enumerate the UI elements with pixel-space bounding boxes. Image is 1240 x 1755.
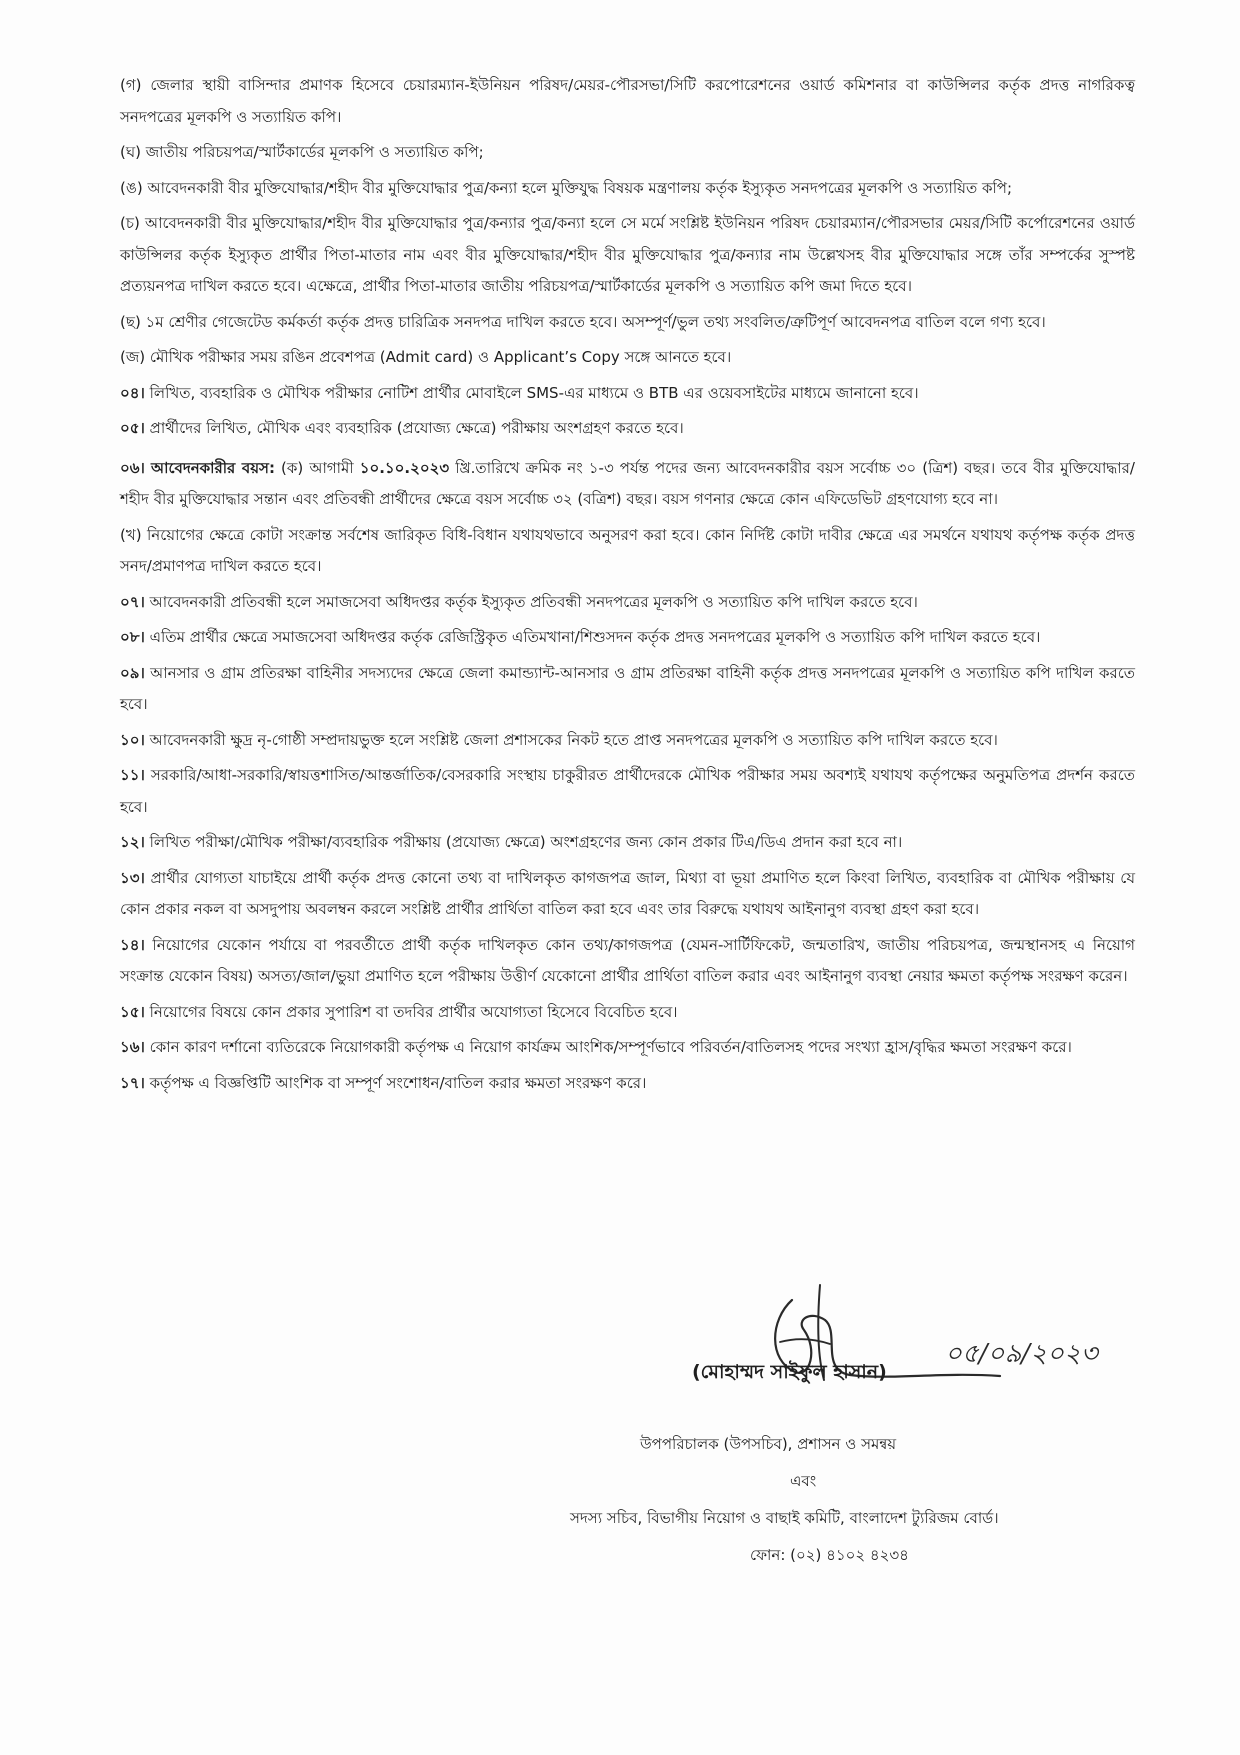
item-11 xyxy=(120,760,1135,823)
item-text: নিয়োগের যেকোন পর্যায়ে বা পরবর্তীতে প্রার্থী কর্তৃক দাখিলকৃত কোন তথ্য/কাগজপত্র (যেমন-সার্টিফিকেট, জন্মতারিখ, জাতীয় পরিচয়পত্র, জন্মস্থানসহ এ নিয়োগ সংক্রান্ত যেকোন বিষয়) অসত্য/জাল/ভুয়া প্রমাণিত হলে পরীক্ষায় উত্তীর্ণ যেকোনো প্রার্থীর প্রার্থিতা বাতিল করার এবং আইনানুগ ব্যবস্থা নেয়ার ক্ষমতা কর্তৃপক্ষ সংরক্ষণ করেন। xyxy=(120,935,1135,985)
clause-ga: (গ) জেলার স্থায়ী বাসিন্দার প্রমাণক হিসেবে চেয়ারম্যান-ইউনিয়ন পরিষদ/মেয়র-পৌরসভা/সিটি করপোরেশনের ওয়ার্ড কমিশনার বা কাউন্সিলর কর্তৃক প্রদত্ত নাগরিকত্ব সনদপত্রের মূলকপি ও সত্যায়িত কপি। xyxy=(120,76,1135,126)
signatory-role: সদস্য সচিব, বিভাগীয় নিয়োগ ও বাছাই কমিটি, বাংলাদেশ ট্যুরিজম বোর্ড। xyxy=(570,1509,999,1527)
clause-gha: (ঘ) জাতীয় পরিচয়পত্র/স্মার্টকার্ডের মূলকপি ও সত্যায়িত কপি; xyxy=(120,143,484,161)
item-number: ১১। xyxy=(120,766,145,784)
item-text: কোন কারণ দর্শানো ব্যতিরেকে নিয়োগকারী কর্তৃপক্ষ এ নিয়োগ কার্যক্রম আংশিক/সম্পূর্ণভাবে পরিবর্তন/বাতিলসহ পদের সংখ্যা হ্রাস/বৃদ্ধির ক্ষমতা সংরক্ষণ করে। xyxy=(149,1038,1072,1056)
item-number: ১০। xyxy=(120,730,145,749)
item-text: সরকারি/আধা-সরকারি/স্বায়ত্তশাসিত/আন্তর্জাতিক/বেসরকারি সংস্থায় চাকুরীরত প্রার্থীদেরকে মৌখিক পরীক্ষার সময় অবশ্যই যথাযথ কর্তৃপক্ষের অনুমতিপত্র প্রদর্শন করতে হবে। xyxy=(120,766,1135,816)
item-text: আনসার ও গ্রাম প্রতিরক্ষা বাহিনীর সদস্যদের ক্ষেত্রে জেলা কমান্ড্যান্ট-আনসার ও গ্রাম প্রতিরক্ষা বাহিনী কর্তৃক প্রদত্ত সনদপত্রের মূলকপি ও সত্যায়িত কপি দাখিল করতে হবে। xyxy=(120,663,1135,713)
age-text-a1: (ক) আগামী xyxy=(281,458,354,477)
item-number: ০৯। xyxy=(120,663,145,682)
item-number: ১৫। xyxy=(120,1002,145,1021)
contact-phone: ফোন: (০২) ৪১০২ ৪২৩৪ xyxy=(750,1546,909,1564)
clause-uma: (ঙ) আবেদনকারী বীর মুক্তিযোদ্ধার/শহীদ বীর মুক্তিযোদ্ধার পুত্র/কন্যা হলে মুক্তিযুদ্ধ বিষয়ক মন্ত্রণালয় কর্তৃক ইস্যুকৃত সনদপত্রের মূলকপি ও সত্যায়িত কপি; xyxy=(120,178,1013,197)
conjunction-text: এবং xyxy=(790,1472,817,1490)
item-number: ০৭। xyxy=(120,592,145,611)
item-07 xyxy=(120,587,1135,619)
signatory-designation: উপপরিচালক (উপসচিব), প্রশাসন ও সমন্বয় xyxy=(640,1435,897,1453)
item-15 xyxy=(120,997,1135,1029)
age-heading: আবেদনকারীর বয়স: xyxy=(150,458,275,477)
signature-date: ০৫/০৯/২০২৩ xyxy=(945,1339,1098,1369)
item-06-quota: (খ) নিয়োগের ক্ষেত্রে কোটা সংক্রান্ত সর্বশেষ জারিকৃত বিধি-বিধান যথাযথভাবে অনুসরণ করা হবে। কোন নির্দিষ্ট কোটা দাবীর ক্ষেত্রে এর সমর্থনে যথাযথ কর্তৃপক্ষ কর্তৃক প্রদত্ত সনদ/প্রমাণপত্র দাখিল করতে হবে। xyxy=(120,525,1135,575)
age-text-a2: খ্রি.তারিখে ক্রমিক নং ১-৩ পর্যন্ত পদের জন্য আবেদনকারীর বয়স সর্বোচ্চ ৩০ (ত্রিশ) বছর। তবে বীর মুক্তিযোদ্ধার/শহীদ বীর মুক্তিযোদ্ধার সন্তান এবং প্রতিবন্ধী প্রার্থীদের ক্ষেত্রে বয়স সর্বোচ্চ ৩২ (বত্রিশ) বছর। বয়স গণনার ক্ষেত্রে কোন এফিডেভিট গ্রহণযোগ্য হবে না। xyxy=(120,458,1135,508)
item-number: ১৭। xyxy=(120,1073,145,1092)
item-number: ০৬। xyxy=(120,458,145,477)
clause-cha: (চ) আবেদনকারী বীর মুক্তিযোদ্ধার/শহীদ বীর মুক্তিযোদ্ধার পুত্র/কন্যার পুত্র/কন্যা হলে সে মর্মে সংশ্লিষ্ট ইউনিয়ন পরিষদ চেয়ারম্যান/পৌরসভার মেয়র/সিটি কর্পোরেশনের ওয়ার্ড কাউন্সিলর কর্তৃক ইস্যুকৃত প্রার্থীর পিতা-মাতার নাম এবং বীর মুক্তিযোদ্ধার/শহীদ বীর মুক্তিযোদ্ধার পুত্র/কন্যার নাম উল্লেখসহ বীর মুক্তিযোদ্ধার সঙ্গে তাঁর সম্পর্কের সুস্পষ্ট প্রত্যয়নপত্র দাখিল করতে হবে। এক্ষেত্রে, প্রার্থীর পিতা-মাতার জাতীয় পরিচয়পত্র/স্মার্টকার্ডের মূলকপি ও সত্যায়িত কপি জমা দিতে হবে। xyxy=(120,214,1135,295)
clause-ja: (জ) মৌখিক পরীক্ষার সময় রঙিন প্রবেশপত্র (Admit card) ও Applicant’s Copy সঙ্গে আনতে হবে। xyxy=(120,348,732,366)
item-08 xyxy=(120,622,1135,654)
item-09 xyxy=(120,658,1135,721)
item-text: নিয়োগের বিষয়ে কোন প্রকার সুপারিশ বা তদবির প্রার্থীর অযোগ্যতা হিসেবে বিবেচিত হবে। xyxy=(149,1002,678,1021)
item-text: আবেদনকারী ক্ষুদ্র নৃ-গোষ্ঠী সম্প্রদায়ভুক্ত হলে সংশ্লিষ্ট জেলা প্রশাসকের নিকট হতে প্রাপ্ত সনদপত্রের মূলকপি ও সত্যায়িত কপি দাখিল করতে হবে। xyxy=(149,730,998,749)
item-16 xyxy=(120,1032,1135,1064)
item-number: ০৫। xyxy=(120,419,145,437)
item-06-age xyxy=(120,453,1135,516)
item-text: প্রার্থীর যোগ্যতা যাচাইয়ে প্রার্থী কর্তৃক প্রদত্ত কোনো তথ্য বা দাখিলকৃত কাগজপত্র জাল, মিথ্যা বা ভূয়া প্রমাণিত হলে কিংবা লিখিত, ব্যবহারিক বা মৌখিক পরীক্ষায় যে কোন প্রকার নকল বা অসদুপায় অবলম্বন করলে সংশ্লিষ্ট প্রার্থীর প্রার্থিতা বাতিল করা হবে এবং তার বিরুদ্ধে যথাযথ আইনানুগ ব্যবস্থা গ্রহণ করা হবে। xyxy=(120,868,1135,918)
signatory-name: (মোহাম্মদ সাইফুল হাসান) xyxy=(692,1361,887,1383)
item-text: প্রার্থীদের লিখিত, মৌখিক এবং ব্যবহারিক (প্রযোজ্য ক্ষেত্রে) পরীক্ষায় অংশগ্রহণ করতে হবে। xyxy=(149,419,684,437)
item-text: এতিম প্রার্থীর ক্ষেত্রে সমাজসেবা অধিদপ্তর কর্তৃক রেজিস্ট্রিকৃত এতিমখানা/শিশুসদন কর্তৃক প্রদত্ত সনদপত্রের মূলকপি ও সত্যায়িত কপি দাখিল করতে হবে। xyxy=(149,628,1041,646)
item-number: ১২। xyxy=(120,833,145,851)
item-10 xyxy=(120,725,1135,757)
item-14 xyxy=(120,930,1135,993)
item-number: ০৮। xyxy=(120,628,145,646)
item-05 xyxy=(120,413,1135,445)
item-text: আবেদনকারী প্রতিবন্ধী হলে সমাজসেবা অধিদপ্তর কর্তৃক ইস্যুকৃত প্রতিবন্ধী সনদপত্রের মূলকপি ও সত্যায়িত কপি দাখিল করতে হবে। xyxy=(149,592,918,611)
signature-block xyxy=(560,1280,1140,1440)
item-13 xyxy=(120,863,1135,926)
item-text: কর্তৃপক্ষ এ বিজ্ঞপ্তিটি আংশিক বা সম্পূর্ণ সংশোধন/বাতিল করার ক্ষমতা সংরক্ষণ করে। xyxy=(149,1073,647,1092)
age-cutoff-date: ১০.১০.২০২৩ xyxy=(359,458,450,477)
item-number: ১৬। xyxy=(120,1038,145,1056)
item-12 xyxy=(120,827,1135,859)
item-text: লিখিত, ব্যবহারিক ও মৌখিক পরীক্ষার নোটিশ প্রার্থীর মোবাইলে SMS-এর মাধ্যমে ও BTB এর ওয়েবসাইটের মাধ্যমে জানানো হবে। xyxy=(149,383,919,402)
item-number: ১৩। xyxy=(120,868,145,887)
item-04 xyxy=(120,378,1135,410)
clause-chha: (ছ) ১ম শ্রেণীর গেজেটেড কর্মকর্তা কর্তৃক প্রদত্ত চারিত্রিক সনদপত্র দাখিল করতে হবে। অসম্পূর্ণ/ভুল তথ্য সংবলিত/ত্রুটিপূর্ণ আবেদনপত্র বাতিল বলে গণ্য হবে। xyxy=(120,312,1046,331)
item-text: লিখিত পরীক্ষা/মৌখিক পরীক্ষা/ব্যবহারিক পরীক্ষায় (প্রযোজ্য ক্ষেত্রে) অংশগ্রহণের জন্য কোন প্রকার টিএ/ডিএ প্রদান করা হবে না। xyxy=(149,833,903,851)
item-17 xyxy=(120,1068,1135,1100)
item-number: ১৪। xyxy=(120,935,145,954)
item-number: ০৪। xyxy=(120,383,145,402)
